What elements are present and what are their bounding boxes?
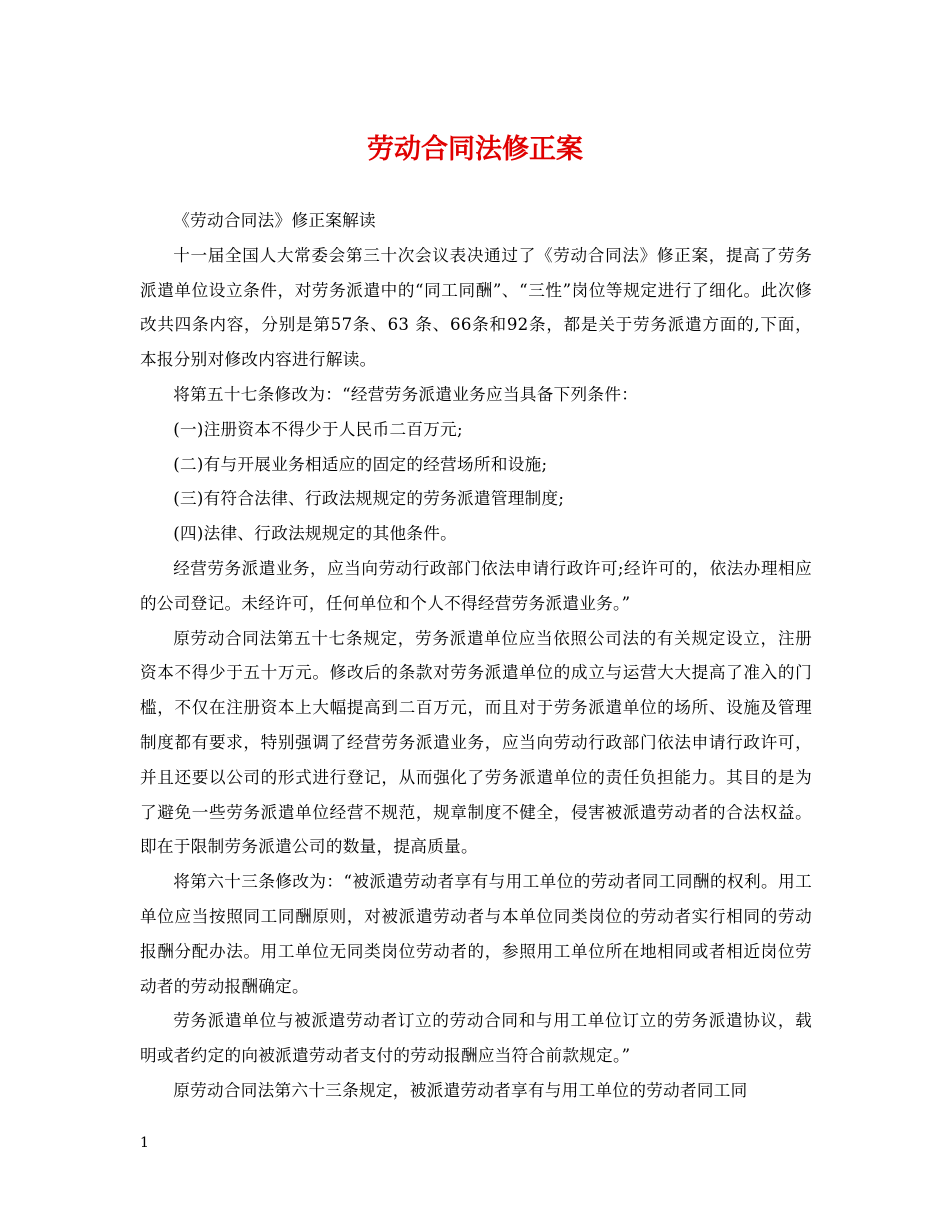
list-item: (三)有符合法律、行政法规规定的劳务派遣管理制度; [173, 489, 565, 509]
paragraph: 经营劳务派遣业务，应当向劳动行政部门依法申请行政许可;经许可的，依法办理相应的公司登记。未经许可，任何单位和个人不得经营劳务派遣业务。” [140, 558, 812, 613]
paragraph: 劳务派遣单位与被派遣劳动者订立的劳动合同和与用工单位订立的劳务派遣协议，载明或者约定的向被派遣劳动者支付的劳动报酬应当符合前款规定。” [140, 1011, 812, 1066]
paragraph: 将第六十三条修改为：“被派遣劳动者享有与用工单位的劳动者同工同酬的权利。用工单位应当按照同工同酬原则，对被派遣劳动者与本单位同类岗位的劳动者实行相同的劳动报酬分配办法。用工单位无同类岗位劳动者的，参照用工单位所在地相同或者相近岗位劳动者的劳动报酬确定。 [140, 872, 812, 996]
paragraph: 原劳动合同法第五十七条规定，劳务派遣单位应当依照公司法的有关规定设立，注册资本不得少于五十万元。修改后的条款对劳务派遣单位的成立与运营大大提高了准入的门槛，不仅在注册资本上大幅提高到二百万元，而且对于劳务派遣单位的场所、设施及管理制度都有要求，特别强调了经营劳务派遣业务，应当向劳动行政部门依法申请行政许可，并且还要以公司的形式进行登记，从而强化了劳务派遣单位的责任负担能力。其目的是为了避免一些劳务派遣单位经营不规范，规章制度不健全，侵害被派遣劳动者的合法权益。即在于限制劳务派遣公司的数量，提高质量。 [140, 628, 812, 857]
list-item: (一)注册资本不得少于人民币二百万元; [173, 419, 463, 439]
paragraph: 原劳动合同法第六十三条规定，被派遣劳动者享有与用工单位的劳动者同工同 [173, 1080, 748, 1100]
paragraph: 将第五十七条修改为：“经营劳务派遣业务应当具备下列条件： [173, 384, 639, 404]
document-body [140, 204, 812, 1109]
list-item: (二)有与开展业务相适应的固定的经营场所和设施; [173, 454, 548, 474]
page-number: 1 [140, 1135, 149, 1151]
document-title: 劳动合同法修正案 [367, 134, 583, 165]
paragraph: 十一届全国人大常委会第三十次会议表决通过了《劳动合同法》修正案，提高了劳务派遣单位设立条件，对劳务派遣中的“同工同酬”、“三性”岗位等规定进行了细化。此次修改共四条内容，分别是第57条、63 条、66条和92条，都是关于劳务派遣方面的,下面，本报分别对修改内容进行解读。 [140, 245, 812, 370]
paragraph-heading: 《劳动合同法》修正案解读 [173, 211, 376, 230]
list-item: (四)法律、行政法规规定的其他条件。 [173, 524, 458, 544]
